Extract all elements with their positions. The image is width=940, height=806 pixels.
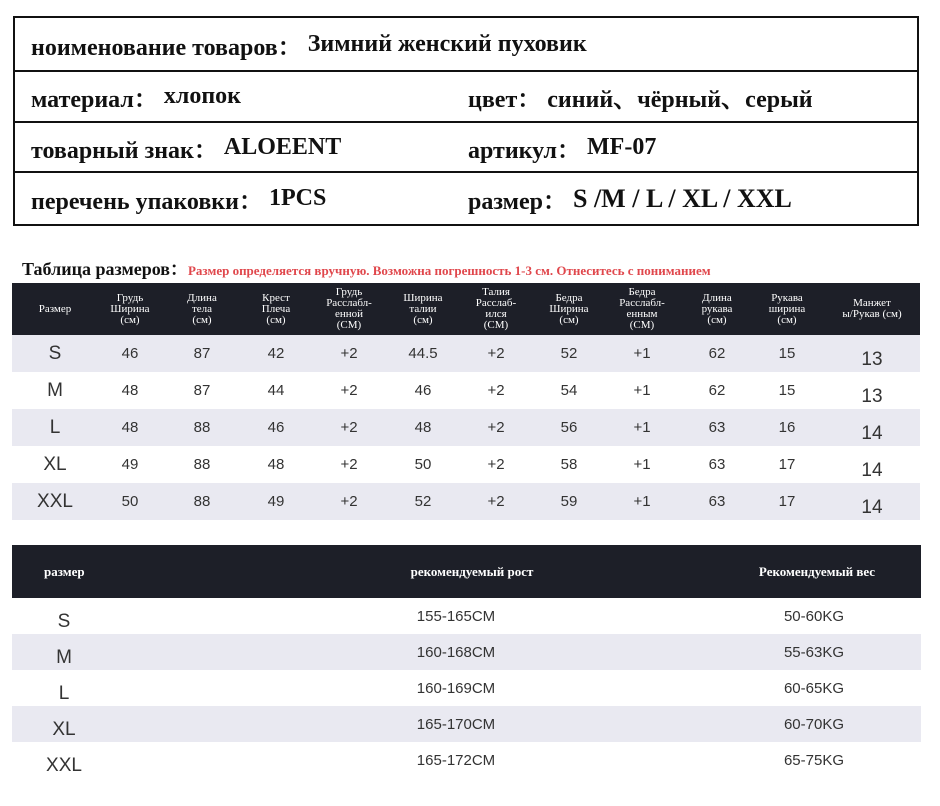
size-chart-size-cell: XL (43, 453, 67, 475)
size-chart-cell: 63 (708, 419, 726, 436)
size-chart-cell: +1 (633, 493, 651, 510)
recommend-row (12, 598, 921, 634)
recommend-body (12, 598, 921, 778)
size-chart-cell: 58 (560, 456, 578, 473)
size-chart-header (12, 283, 920, 335)
size-chart-header-cell: Талия Расслаб- ился (СМ) (475, 286, 517, 331)
package-value: 1PCS (268, 185, 327, 211)
size-chart-cell: 63 (708, 456, 726, 473)
size-chart-cell: 17 (778, 456, 796, 473)
size-chart-cell: 59 (560, 493, 578, 510)
size-chart-cell: 87 (193, 382, 211, 399)
size-chart-cell: 52 (560, 345, 578, 362)
size-chart-cell: +1 (633, 456, 651, 473)
recommend-cell: 165-170CM (416, 715, 496, 733)
package-label: перечень упаковки： (31, 189, 263, 215)
size-chart-cell: 88 (193, 493, 211, 510)
size-chart-cell: 56 (560, 419, 578, 436)
size-chart-cell: +2 (487, 345, 505, 362)
size-chart-size-cell: XXL (37, 490, 73, 512)
recommend-cell: 160-168CM (416, 643, 496, 661)
size-chart-cell: 87 (193, 345, 211, 362)
size-chart-cell: +2 (487, 493, 505, 510)
recommend-header (12, 545, 921, 598)
info-row-package (15, 173, 917, 224)
material-label: материал： (31, 87, 158, 113)
size-chart-cell: 62 (708, 345, 726, 362)
size-chart-cell: 50 (121, 493, 139, 510)
color-label: цвет： (468, 87, 542, 113)
size-chart-cell: 48 (267, 456, 285, 473)
size-chart-cell: 52 (414, 493, 432, 510)
recommend-row (12, 742, 921, 778)
recommend-header-cell: рекомендуемый рост (410, 563, 534, 579)
size-chart-body (12, 335, 920, 520)
info-row-name (15, 18, 917, 72)
recommend-size-cell: XL (52, 719, 76, 740)
size-chart-cell: +2 (487, 456, 505, 473)
size-chart-size-cell: L (49, 416, 61, 438)
recommend-cell: 60-65KG (783, 679, 845, 697)
size-chart-cell: 13 (861, 385, 883, 407)
size (468, 173, 792, 224)
size-chart-header-cell: Крест Плеча (см) (261, 291, 291, 326)
size-chart-cell: 48 (121, 382, 139, 399)
recommend-cell: 165-172CM (416, 751, 496, 769)
size-chart-cell: 13 (861, 348, 883, 370)
size-chart-cell: 46 (267, 419, 285, 436)
size-chart-cell: +2 (340, 345, 358, 362)
size-chart-header-cell: Рукава ширина (см) (768, 291, 806, 326)
size-chart-cell: +2 (340, 493, 358, 510)
size-chart-cell: +2 (340, 382, 358, 399)
size-chart-cell: +2 (340, 419, 358, 436)
article (468, 123, 656, 171)
recommend-size-cell: L (58, 683, 70, 704)
size-chart-cell: 62 (708, 382, 726, 399)
size-chart-heading (22, 255, 711, 281)
size-chart-cell: 54 (560, 382, 578, 399)
product-name (31, 18, 587, 70)
size-chart-cell: 88 (193, 456, 211, 473)
recommend-row (12, 706, 921, 742)
info-row-brand (15, 123, 917, 173)
product-name-value: Зимний женский пуховик (307, 30, 587, 57)
size-chart-cell: 88 (193, 419, 211, 436)
recommend-cell: 160-169CM (416, 679, 496, 697)
size-chart-cell: +2 (487, 382, 505, 399)
size-chart-cell: 17 (778, 493, 796, 510)
size-chart-header-cell: Манжет ы/Рукав (см) (842, 297, 902, 320)
size-chart-cell: 48 (121, 419, 139, 436)
size-chart-header-cell: Длина рукава (см) (701, 291, 733, 326)
size-chart-row (12, 372, 920, 409)
size-chart-cell: 15 (778, 345, 796, 362)
size-chart-cell: 49 (121, 456, 139, 473)
info-row-material (15, 72, 917, 123)
recommend-header-cell: размер (44, 563, 85, 579)
size-chart-cell: 14 (861, 422, 883, 444)
size-chart-header-cell: Грудь Ширина (см) (110, 291, 150, 326)
color (468, 72, 813, 121)
recommend-cell: 65-75KG (783, 751, 845, 769)
recommend-cell: 55-63KG (783, 643, 845, 661)
size-chart-cell: +1 (633, 345, 651, 362)
product-name-label: ноименование товаров： (31, 34, 302, 61)
article-label: артикул： (468, 137, 582, 164)
size-chart-header-cell: Ширина талии (см) (403, 291, 443, 326)
recommend-cell: 155-165CM (416, 607, 496, 625)
size-chart-row (12, 446, 920, 483)
size-chart-cell: +1 (633, 419, 651, 436)
product-info-box (13, 16, 919, 226)
size-chart-cell: 14 (861, 459, 883, 481)
size-chart-cell: 48 (414, 419, 432, 436)
material-value: хлопок (163, 83, 241, 109)
size-chart-cell: 50 (414, 456, 432, 473)
size-chart-cell: 16 (778, 419, 796, 436)
article-value: MF-07 (587, 133, 657, 160)
recommend-size-cell: M (56, 647, 72, 668)
recommend-size-cell: S (57, 611, 71, 632)
brand-value: ALOEENT (223, 133, 342, 160)
brand-label: товарный знак： (31, 137, 218, 164)
size-chart-cell: +1 (633, 382, 651, 399)
size-chart-row (12, 409, 920, 446)
size-chart-header-cell: Бедра Ширина (см) (549, 291, 589, 326)
size-chart-cell: 14 (861, 496, 883, 518)
size-chart-note: Размер определяется вручную. Возможна погрешность 1-3 см. Отнеситесь с пониманием (187, 263, 711, 278)
size-chart-header-cell: Длина тела (см) (187, 291, 217, 326)
package (31, 173, 326, 224)
material (31, 72, 241, 121)
size-chart-cell: 49 (267, 493, 285, 510)
size-chart-cell: 46 (414, 382, 432, 399)
size-chart-cell: +2 (487, 419, 505, 436)
size-chart-cell: 46 (121, 345, 139, 362)
brand (31, 123, 341, 171)
size-chart-cell: +2 (340, 456, 358, 473)
size-chart-header-cell: Бедра Расслабл- енным (СМ) (619, 286, 665, 331)
size-chart-title: Таблица размеров： (22, 259, 188, 279)
recommend-row (12, 670, 921, 706)
recommend-row (12, 634, 921, 670)
size-chart-cell: 15 (778, 382, 796, 399)
size-chart-cell: 63 (708, 493, 726, 510)
size-chart-header-cell: Размер (38, 302, 72, 315)
size-label: размер： (468, 189, 567, 215)
recommend-cell: 60-70KG (783, 715, 845, 733)
size-chart-row (12, 483, 920, 520)
size-chart-size-cell: S (48, 342, 62, 364)
color-value: синий、чёрный、серый (547, 87, 813, 113)
size-chart-row (12, 335, 920, 372)
size-chart-header-cell: Грудь Расслабл- енной (СМ) (326, 286, 372, 331)
size-chart-cell: 42 (267, 345, 285, 362)
recommend-size-cell: XXL (46, 755, 82, 776)
size-chart-cell: 44.5 (408, 345, 438, 362)
size-chart-table (12, 283, 920, 520)
size-chart-cell: 44 (267, 382, 285, 399)
size-chart-size-cell: M (47, 379, 63, 401)
size-value: S /M / L / XL / XXL (573, 183, 792, 213)
recommend-table (12, 545, 921, 778)
recommend-cell: 50-60KG (783, 607, 845, 625)
recommend-header-cell: Рекомендуемый вес (758, 563, 876, 579)
